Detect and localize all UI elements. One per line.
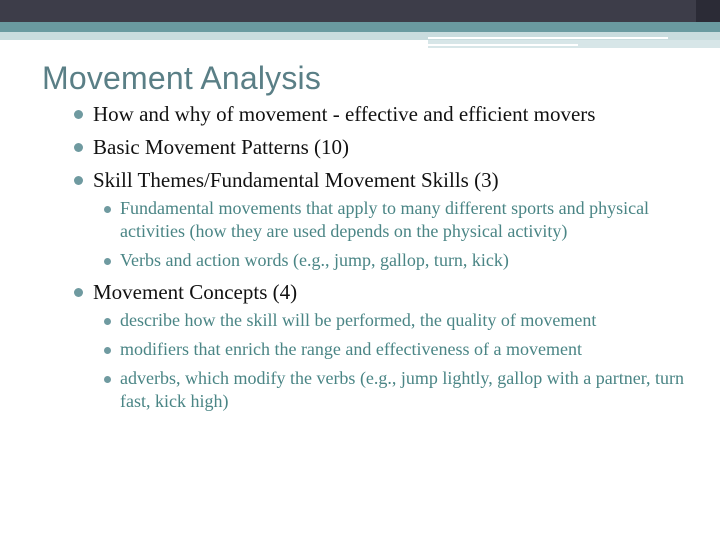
bullet-text: Skill Themes/Fundamental Movement Skills (3) — [93, 168, 499, 192]
bullet-dot-icon — [74, 288, 83, 297]
bullet-text: How and why of movement - effective and efficient movers — [93, 102, 596, 126]
header-band-dark-corner — [696, 0, 720, 22]
bullet-item — [72, 280, 692, 413]
sub-bullet-text: Fundamental movements that apply to many different sports and physical activities (how they are used depends on the physical activity) — [120, 198, 650, 241]
sub-bullet-dot-icon — [104, 347, 111, 354]
slide-content — [72, 102, 692, 421]
header-band-dark — [0, 0, 720, 22]
bullet-item — [72, 135, 692, 160]
header-stripe — [428, 37, 668, 39]
bullet-item — [72, 168, 692, 272]
sub-bullet-item — [96, 338, 692, 361]
sub-bullet-list — [93, 309, 692, 413]
header-band-teal — [0, 22, 720, 32]
sub-bullet-dot-icon — [104, 318, 111, 325]
sub-bullet-dot-icon — [104, 376, 111, 383]
slide-title: Movement Analysis — [42, 60, 322, 96]
sub-bullet-item — [96, 249, 692, 272]
sub-bullet-text: Verbs and action words (e.g., jump, gallop, turn, kick) — [120, 250, 509, 270]
bullet-list — [72, 102, 692, 413]
sub-bullet-item — [96, 197, 692, 243]
sub-bullet-item — [96, 367, 692, 413]
sub-bullet-item — [96, 309, 692, 332]
bullet-item — [72, 102, 692, 127]
bullet-text: Basic Movement Patterns (10) — [93, 135, 350, 159]
sub-bullet-text: modifiers that enrich the range and effectiveness of a movement — [120, 339, 582, 359]
sub-bullet-text: adverbs, which modify the verbs (e.g., jump lightly, gallop with a partner, turn fast, kick high) — [120, 368, 684, 411]
bullet-dot-icon — [74, 176, 83, 185]
bullet-dot-icon — [74, 143, 83, 152]
bullet-text: Movement Concepts (4) — [93, 280, 298, 304]
sub-bullet-dot-icon — [104, 206, 111, 213]
sub-bullet-text: describe how the skill will be performed, the quality of movement — [120, 310, 597, 330]
sub-bullet-dot-icon — [104, 258, 111, 265]
bullet-dot-icon — [74, 110, 83, 119]
header-stripe-secondary — [428, 44, 578, 46]
sub-bullet-list — [93, 197, 692, 272]
